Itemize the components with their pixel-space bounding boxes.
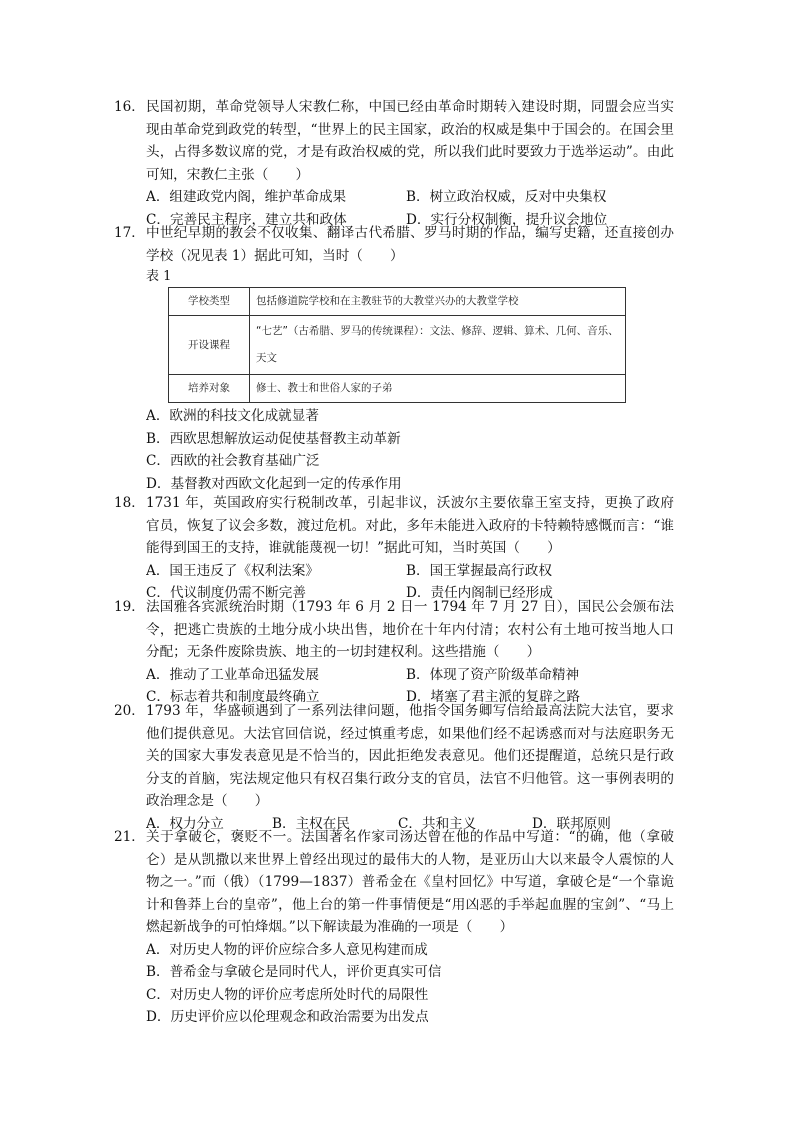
option-a: A．欧洲的科技文化成就显著 <box>146 408 319 424</box>
option-d: D．基督教对西欧文化起到一定的传承作用 <box>146 475 402 492</box>
question-stem: 1731 年，英国政府实行税制改革，引起非议，沃波尔主要依靠王室支持，更换了政府官员，恢复了议会多数，渡过危机。对此，多年未能进入政府的卡特赖特感慨而言：“谁能得到国王的支持，谁就能蔑视一切！”据此可知，当时英国（ ） <box>146 495 674 556</box>
option-b: B．树立政治权威，反对中央集权 <box>406 189 607 205</box>
options <box>146 939 674 1029</box>
table-row-body: 包括修道院学校和在主教驻节的大教堂兴办的大教堂学校 <box>250 288 626 316</box>
question-17 <box>114 222 674 495</box>
table-row <box>169 375 626 403</box>
question-number: 17． <box>114 225 145 241</box>
option-c: C．共和主义 <box>398 815 477 832</box>
question-stem: 法国雅各宾派统治时期（1793 年 6 月 2 日一 1794 年 7 月 27 日），国民公会颁布法令，把逃亡贵族的土地分成小块出售，地价在十年内付清；农村公有土地可按当地人口分配；无条件废除贵族、地主的一切封建权利。这些措施（ ） <box>146 599 674 660</box>
option-b: B．体现了资产阶级革命精神 <box>406 666 580 683</box>
option-d: D．实行分权制衡，提升议会地位 <box>406 211 608 228</box>
question-number: 18． <box>114 495 145 511</box>
table-row <box>169 288 626 316</box>
table-row <box>169 316 626 375</box>
question-stem: 1793 年，华盛顿遇到了一系列法律问题，他指令国务卿写信给最高法院大法官，要求他们提供意见。大法官回信说，经过慎重考虑，如果他们经不起诱惑而对与法庭职务无关的国家大事发表意见是不恰当的，因此拒绝发表意见。他们还提醒道，总统只是行政分支的首脑，宪法规定他只有权召集行政分支的官员，法官不归他管。这一事例表明的政治理念是（ ） <box>146 703 674 809</box>
table-row-head: 学校类型 <box>169 288 250 316</box>
question-16 <box>114 96 674 231</box>
question-20 <box>114 700 674 835</box>
question-21 <box>114 826 674 1029</box>
option-a: A．国王违反了《权利法案》 <box>146 562 319 579</box>
table-row-head: 培养对象 <box>169 375 250 403</box>
question-stem: 民国初期，革命党领导人宋教仁称，中国已经由革命时期转入建设时期，同盟会应当实现由革命党到政党的转型，“世界上的民主国家，政治的权威是集中于国会的。在国会里头，占得多数议席的党，才是有政治权威的党，所以我们此时要致力于选举运动”。由此可知，宋教仁主张（ ） <box>146 99 674 183</box>
question-19 <box>114 596 674 709</box>
school-table <box>168 287 626 403</box>
option-b: B．西欧思想解放运动促使基督教主动革新 <box>146 430 401 447</box>
option-c: C．对历史人物的评价应考虑所处时代的局限性 <box>146 986 429 1003</box>
table-row-body: “七艺”（古希腊、罗马的传统课程）：文法、修辞、逻辑、算术、几何、音乐、天文 <box>250 316 626 375</box>
question-number: 20． <box>114 703 145 719</box>
option-c: C．西欧的社会教育基础广泛 <box>146 453 320 469</box>
question-stem: 中世纪早期的教会不仅收集、翻译古代希腊、罗马时期的作品，编写史籍，还直接创办学校（况见表 1）据此可知，当时（ ） <box>146 225 674 264</box>
option-c: C．完善民主程序，建立共和政体 <box>146 211 347 228</box>
options <box>146 405 674 495</box>
option-b: B．主权在民 <box>272 815 350 832</box>
option-a: A．组建政党内阁，维护革命成果 <box>146 189 347 205</box>
option-d: D．责任内阁制已经形成 <box>406 585 553 601</box>
option-a: A．权力分立 <box>146 815 224 832</box>
question-stem: 关于拿破仑，褒贬不一。法国著名作家司汤达曾在他的作品中写道：“的确，他（拿破仑）是从凯撒以来世界上曾经出现过的最伟大的人物，是亚历山大以来最令人震惊的人物之一。”而（俄）（1799—1837）普希金在《皇村回忆》中写道，拿破仑是“一个靠诡计和鲁莽上台的皇帝”，他上台的第一件事情便是“用凶恶的手举起血腥的宝剑”、“马上燃起新战争的可怕烽烟。”以下解读最为准确的一项是（ ） <box>146 829 674 935</box>
option-c: C．代议制度仍需不断完善 <box>146 585 306 601</box>
question-number: 16． <box>114 99 145 115</box>
option-d: D．联邦原则 <box>532 815 611 832</box>
option-d: D．堵塞了君主派的复辟之路 <box>406 689 581 705</box>
option-a: A．对历史人物的评价应综合多人意见构建而成 <box>146 941 428 958</box>
option-b: B．国王掌握最高行政权 <box>406 562 552 579</box>
question-number: 21． <box>114 829 145 845</box>
question-number: 19． <box>114 599 145 615</box>
option-b: B．普希金与拿破仑是同时代人，评价更真实可信 <box>146 964 442 980</box>
table-row-body: 修士、教士和世俗人家的子弟 <box>250 375 626 403</box>
table-row-head: 开设课程 <box>169 316 250 375</box>
option-a: A．推动了工业革命迅猛发展 <box>146 666 319 683</box>
question-18 <box>114 492 674 605</box>
table-title: 表 1 <box>146 269 172 284</box>
option-d: D．历史评价应以伦理观念和政治需要为出发点 <box>146 1009 429 1025</box>
option-c: C．标志着共和制度最终确立 <box>146 689 320 705</box>
